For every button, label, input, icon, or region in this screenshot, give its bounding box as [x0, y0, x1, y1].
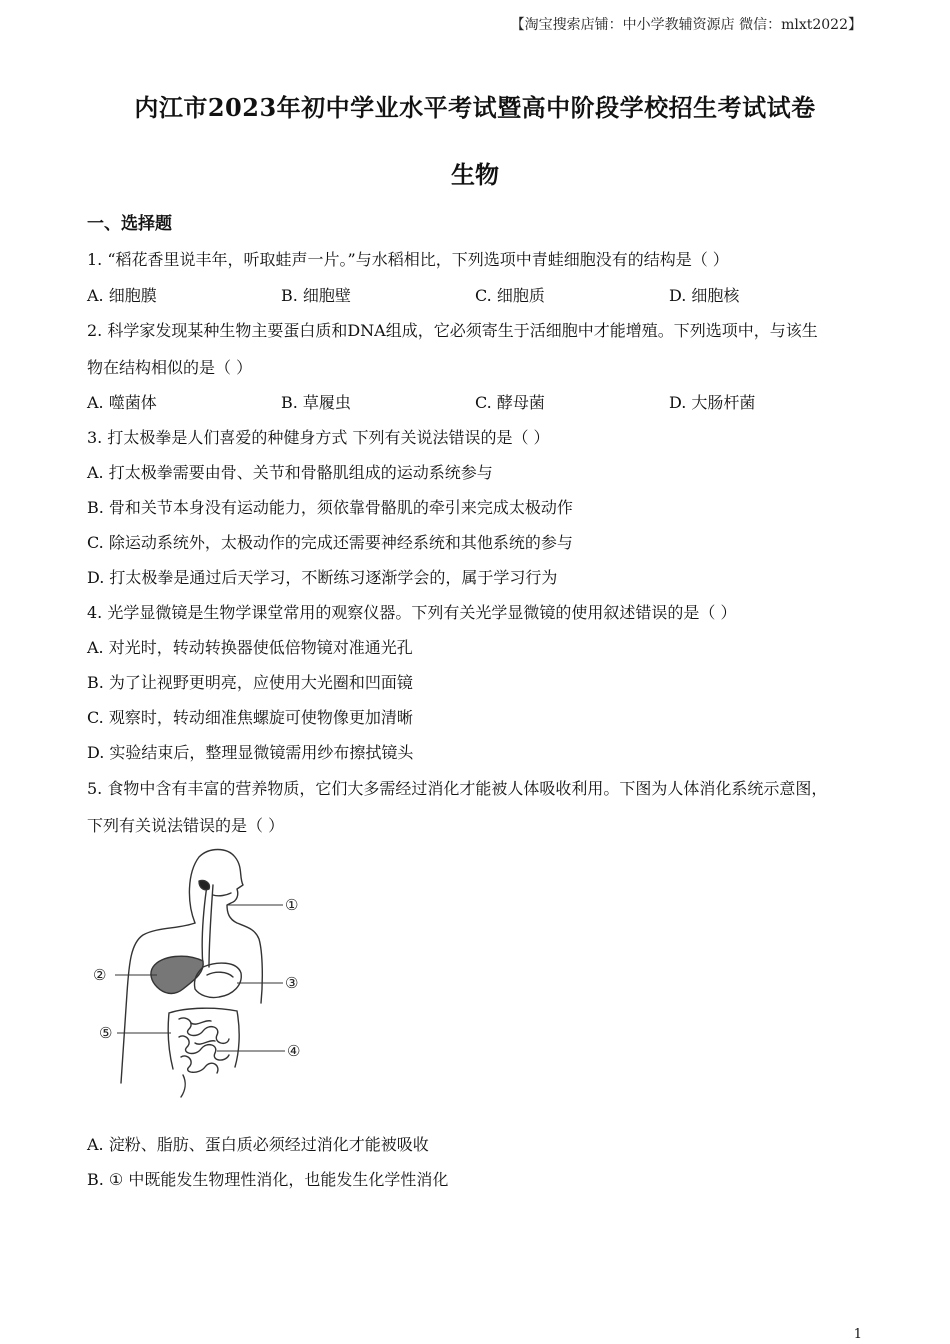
label-4: ④ — [287, 1042, 301, 1060]
q2-option-a: A. 噬菌体 — [87, 393, 157, 412]
q4-option-c: C. 观察时，转动细准焦螺旋可使物像更加清晰 — [87, 708, 413, 727]
q1-option-c: C. 细胞质 — [475, 286, 545, 305]
q3-option-a: A. 打太极拳需要由骨、关节和骨骼肌组成的运动系统参与 — [87, 463, 493, 482]
q5-option-b: B. ① 中既能发生物理性消化，也能发生化学性消化 — [87, 1170, 449, 1189]
question-2-stem-line1: 2. 科学家发现某种生物主要蛋白质和DNA组成，它必须寄生于活细胞中才能增殖。下列选项中，与该生 — [87, 321, 818, 340]
digestive-system-figure — [87, 843, 317, 1101]
page-title: 内江市2023年初中学业水平考试暨高中阶段学校招生考试试卷 — [134, 93, 816, 122]
section-heading: 一、选择题 — [87, 214, 172, 234]
q2-option-c: C. 酵母菌 — [475, 393, 545, 412]
question-5-stem-line1: 5. 食物中含有丰富的营养物质，它们大多需经过消化才能被人体吸收利用。下图为人体消化系统示意图， — [87, 779, 828, 798]
q4-option-a: A. 对光时，转动转换器使低倍物镜对准通光孔 — [87, 638, 413, 657]
label-2: ② — [93, 966, 107, 984]
label-3: ③ — [285, 974, 299, 992]
question-3-stem: 3. 打太极拳是人们喜爱的种健身方式 下列有关说法错误的是（ ） — [87, 428, 550, 447]
small-intestine — [179, 1018, 229, 1073]
q4-option-b: B. 为了让视野更明亮，应使用大光圈和凹面镜 — [87, 673, 413, 692]
body-outline-left — [121, 923, 195, 1083]
q3-option-b: B. 骨和关节本身没有运动能力，须依靠骨骼肌的牵引来完成太极动作 — [87, 498, 573, 517]
subject-title: 生物 — [451, 160, 499, 189]
question-5-stem-line2: 下列有关说法错误的是（ ） — [87, 816, 285, 835]
q5-option-a: A. 淀粉、脂肪、蛋白质必须经过消化才能被吸收 — [87, 1135, 429, 1154]
q4-option-d: D. 实验结束后，整理显微镜需用纱布擦拭镜头 — [87, 743, 414, 762]
question-2-stem-line2: 物在结构相似的是（ ） — [87, 358, 253, 377]
q3-option-c: C. 除运动系统外，太极动作的完成还需要神经系统和其他系统的参与 — [87, 533, 573, 552]
q2-option-d: D. 大肠杆菌 — [669, 393, 756, 412]
stomach — [194, 963, 241, 997]
question-4-stem: 4. 光学显微镜是生物学课堂常用的观察仪器。下列有关光学显微镜的使用叙述错误的是（ ） — [87, 603, 737, 622]
q3-option-d: D. 打太极拳是通过后天学习，不断练习逐渐学会的，属于学习行为 — [87, 568, 558, 587]
esophagus — [202, 885, 213, 967]
header-note: 【淘宝搜索店铺：中小学教辅资源店 微信：mlxt2022】 — [510, 17, 862, 33]
label-5: ⑤ — [99, 1024, 113, 1042]
label-1: ① — [285, 896, 299, 914]
body-outline — [189, 850, 262, 1004]
q1-option-d: D. 细胞核 — [669, 286, 740, 305]
q1-option-b: B. 细胞壁 — [281, 286, 351, 305]
question-1-stem: 1. “稻花香里说丰年，听取蛙声一片。”与水稻相比，下列选项中青蛙细胞没有的结构是（ ） — [87, 250, 729, 269]
page-number: 1 — [853, 1327, 862, 1342]
q2-option-b: B. 草履虫 — [281, 393, 351, 412]
q1-option-a: A. 细胞膜 — [87, 286, 157, 305]
